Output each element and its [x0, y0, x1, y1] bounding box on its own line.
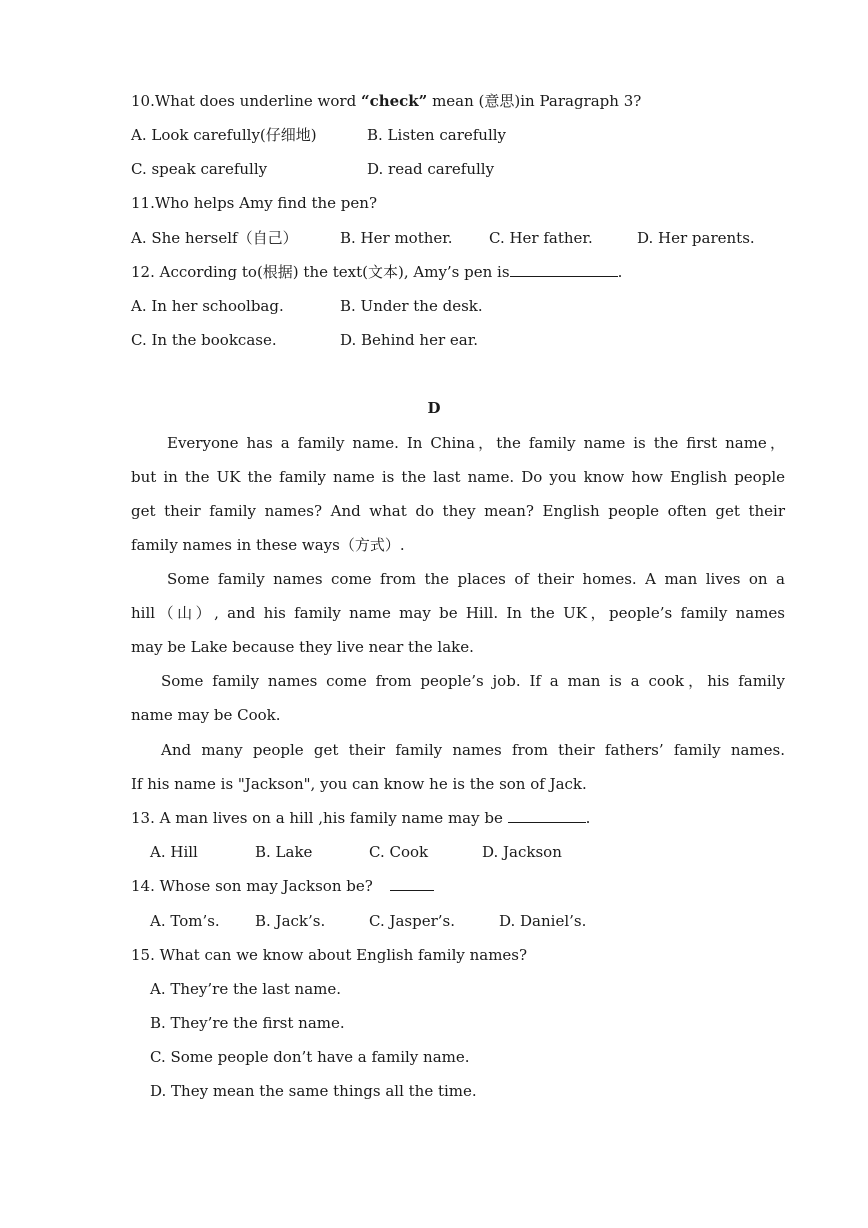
q14-option-c: C. Jasper’s. — [369, 912, 456, 930]
passage-line: And many people get their family names from their fathers’ family names. — [161, 741, 785, 759]
q15-option-d: D. They mean the same things all the time. — [150, 1082, 477, 1100]
q12-option-b: B. Under the desk. — [340, 297, 483, 315]
q14-text: 14. Whose son may Jackson be? — [131, 877, 373, 895]
q13-text: 13. A man lives on a hill ,his family name may be — [131, 809, 503, 827]
q10-option-b: B. Listen carefully — [367, 126, 507, 144]
passage-line: name may be Cook. — [131, 706, 281, 724]
passage-line: Everyone has a family name. In China，the family name is the first name， — [167, 434, 785, 452]
q12-end: . — [617, 263, 623, 281]
passage-line: Some family names come from the places of their homes. A man lives on a — [167, 570, 785, 588]
q13-option-a: A. Hill — [150, 843, 198, 861]
q12-text: 12. According to(根据) the text(文本), Amy’s pen is — [131, 263, 510, 281]
section-title: D — [427, 399, 441, 417]
q15-option-b: B. They’re the first name. — [150, 1014, 345, 1032]
q12-option-c: C. In the bookcase. — [131, 331, 277, 349]
q11-option-b: B. Her mother. — [340, 229, 453, 247]
q15-option-a: A. They’re the last name. — [150, 980, 342, 998]
q12-option-a: A. In her schoolbag. — [131, 297, 284, 315]
passage-line: If his name is "Jackson", you can know he is the son of Jack. — [131, 775, 587, 793]
answer-blank — [510, 262, 618, 277]
q10-keyword: “check” — [360, 92, 428, 110]
passage-line: hill（山）, and his family name may be Hill. In the UK，people’s family names — [131, 604, 785, 622]
q10-option-c: C. speak carefully — [131, 160, 268, 178]
q10-text-after: mean (意思)in Paragraph 3? — [427, 92, 642, 110]
q11-option-a: A. She herself（自己） — [131, 229, 298, 247]
q15-option-c: C. Some people don’t have a family name. — [150, 1048, 470, 1066]
q13-option-c: C. Cook — [369, 843, 429, 861]
passage-line: Some family names come from people’s job. If a man is a cook，his family — [161, 672, 785, 690]
question-11: 11.Who helps Amy find the pen? — [131, 194, 377, 212]
q10-option-a: A. Look carefully(仔细地) — [131, 126, 317, 144]
q14-option-a: A. Tom’s. — [150, 912, 220, 930]
q13-end: . — [585, 809, 591, 827]
passage-line: may be Lake because they live near the lake. — [131, 638, 474, 656]
q11-option-d: D. Her parents. — [637, 229, 755, 247]
q14-option-d: D. Daniel’s. — [499, 912, 587, 930]
question-15: 15. What can we know about English family names? — [131, 946, 528, 964]
question-12 — [131, 262, 622, 282]
passage-line: family names in these ways（方式）. — [131, 536, 405, 554]
passage-line: get their family names? And what do they mean? English people often get their — [131, 502, 785, 520]
answer-blank — [390, 876, 434, 891]
q14-option-b: B. Jack’s. — [255, 912, 326, 930]
question-14 — [131, 876, 434, 896]
q10-text-before: What does underline word — [154, 92, 361, 110]
answer-blank — [508, 808, 586, 823]
q11-option-c: C. Her father. — [489, 229, 593, 247]
q10-number: 10. — [131, 92, 155, 110]
q10-option-d: D. read carefully — [367, 160, 495, 178]
q13-option-b: B. Lake — [255, 843, 313, 861]
q13-option-d: D. Jackson — [482, 843, 562, 861]
question-13 — [131, 808, 590, 828]
passage-line: but in the UK the family name is the last name. Do you know how English people — [131, 468, 785, 486]
question-10 — [131, 91, 641, 111]
q12-option-d: D. Behind her ear. — [340, 331, 479, 349]
